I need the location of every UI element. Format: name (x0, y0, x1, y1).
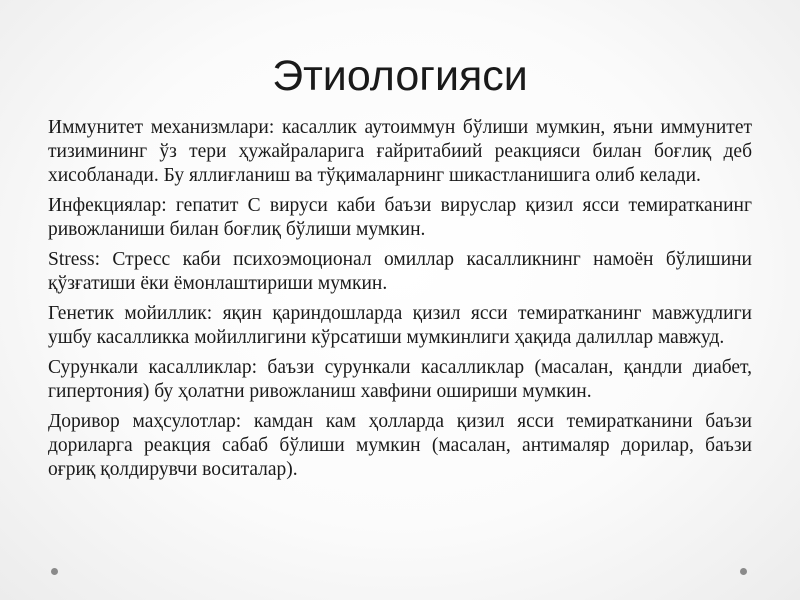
slide-decoration-dot-right (740, 568, 747, 575)
paragraph-medications: Доривор маҳсулотлар: камдан кам ҳолларда қизил ясси темиратканини баъзи дориларга реакция сабаб бўлиши мумкин (масалан, антималяр дорилар, баъзи оғриқ қолдирувчи воситалар). (48, 411, 752, 480)
paragraph-infections: Инфекциялар: гепатит С вируси каби баъзи вируслар қизил ясси темиратканинг ривожланиши билан боғлиқ бўлиши мумкин. (48, 195, 752, 240)
paragraph-genetic: Генетик мойиллик: яқин қариндошларда қизил ясси темиратканинг мавжудлиги ушбу касалликка мойиллигини кўрсатиши мумкинлиги ҳақида далиллар мавжуд. (48, 303, 752, 348)
paragraph-chronic-diseases: Сурункали касалликлар: баъзи сурункали касалликлар (масалан, қандли диабет, гипертония) бу ҳолатни ривожланиш хавфини ошириши мумкин. (48, 357, 752, 402)
slide-body (48, 116, 752, 488)
paragraph-stress: Stress: Стресс каби психоэмоционал омиллар касалликнинг намоён бўлишини қўзғатиши ёки ёмонлаштириши мумкин. (48, 249, 752, 294)
slide-decoration-dot-left (51, 568, 58, 575)
slide-title: Этиологияси (272, 52, 528, 100)
paragraph-immunity: Иммунитет механизмлари: касаллик аутоиммун бўлиши мумкин, яъни иммунитет тизимининг ўз тери ҳужайраларига ғайритабиий реакцияси билан боғлиқ деб хисобланади. Бу яллиғланиш ва тўқималарнинг шикастланишига олиб келади. (48, 117, 752, 186)
